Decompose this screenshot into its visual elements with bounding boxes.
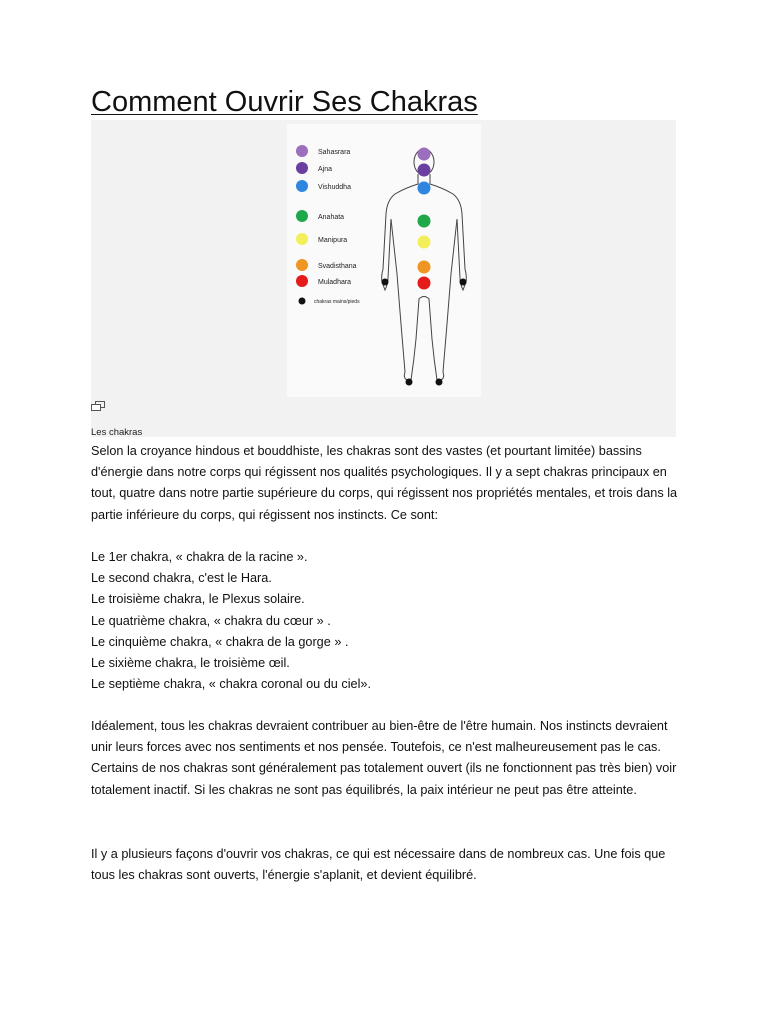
list-item: Le 1er chakra, « chakra de la racine ».	[91, 550, 308, 564]
figure-caption: Les chakras	[91, 427, 143, 438]
chakra-legend	[296, 145, 360, 305]
list-item: Le cinquième chakra, « chakra de la gorge » .	[91, 634, 349, 649]
list-item: Le troisième chakra, le Plexus solaire.	[91, 592, 305, 607]
chakra-figure	[91, 120, 676, 437]
chakra-list	[91, 547, 691, 695]
legend-label-vishuddha: Vishuddha	[318, 184, 351, 191]
paragraph-ideal	[91, 716, 691, 801]
legend-label-svadisthana: Svadisthana	[318, 263, 357, 270]
legend-dot-vishuddha	[296, 180, 308, 192]
legend-label-ajna: Ajna	[318, 166, 333, 173]
body-dot-svadisthana	[418, 261, 431, 274]
legend-label-muladhara: Muladhara	[318, 279, 352, 286]
legend-label-anahata: Anahata	[318, 214, 345, 221]
list-item: Le quatrième chakra, « chakra du cœur » .	[91, 613, 331, 628]
hand-dot-right	[460, 279, 467, 286]
legend-dot-manipura	[296, 233, 308, 245]
list-item: Le sixième chakra, le troisième œil.	[91, 656, 290, 671]
body-dot-anahata	[418, 215, 431, 228]
legend-dot-svadisthana	[296, 259, 308, 271]
foot-dot-right	[436, 379, 443, 386]
foot-dot-left	[406, 379, 413, 386]
body-dot-manipura	[418, 236, 431, 249]
hand-dot-left	[382, 279, 389, 286]
body-dot-vishuddha	[418, 182, 431, 195]
paragraph-ideal-text: Idéalement, tous les chakras devraient contribuer au bien-être de l'être humain. Nos instincts devraient unir leurs forces avec nos sentiments et nos pensée. Toutefois, ce n'est malheureusement pas le cas. Certains de nos chakras sont généralement pas totalement ouvert (ils ne fonctionnent pas très bien) voir totalement inactif. Si les chakras ne sont pas équilibrés, la paix intérieur ne peut pas être atteinte.	[91, 719, 677, 797]
paragraph-methods-text: Il y a plusieurs façons d'ouvrir vos chakras, ce qui est nécessaire dans de nombreux cas. Une fois que tous les chakras sont ouverts, l'énergie s'aplanit, et devient équilibré.	[91, 847, 666, 883]
legend-label-sahasrara: Sahasrara	[318, 149, 351, 156]
paragraph-methods	[91, 844, 691, 886]
body-dot-muladhara	[418, 277, 431, 290]
body-chakra-dots	[382, 148, 467, 386]
page-title: Comment Ouvrir Ses Chakras	[91, 86, 478, 118]
legend-dot-mains-pieds	[299, 298, 306, 305]
legend-dot-ajna	[296, 162, 308, 174]
chakra-diagram	[287, 124, 481, 397]
legend-dot-muladhara	[296, 275, 308, 287]
body-dot-ajna	[418, 164, 431, 177]
legend-label-manipura: Manipura	[318, 237, 348, 244]
legend-dot-sahasrara	[296, 145, 308, 157]
legend-label-mains-pieds: chakras mains/pieds	[314, 299, 360, 305]
body-dot-sahasrara	[418, 148, 431, 161]
intro-text: Selon la croyance hindous et bouddhiste, les chakras sont des vastes (et pourtant limitée) bassins d'énergie dans notre corps qui régissent nos qualités psychologiques. Il y a sept chakras principaux en tout, quatre dans notre partie supérieure du corps, qui régissent nos propriétés mentales, et trois dans la partie inférieure du corps, qui régissent nos instincts. Ce sont:	[91, 444, 678, 522]
chakra-diagram-image	[287, 124, 481, 397]
list-item: Le second chakra, c'est le Hara.	[91, 571, 272, 586]
intro-paragraph	[91, 441, 691, 526]
legend-dot-anahata	[296, 210, 308, 222]
list-item: Le septième chakra, « chakra coronal ou du ciel».	[91, 677, 371, 692]
image-placeholder-icon[interactable]	[91, 401, 105, 411]
